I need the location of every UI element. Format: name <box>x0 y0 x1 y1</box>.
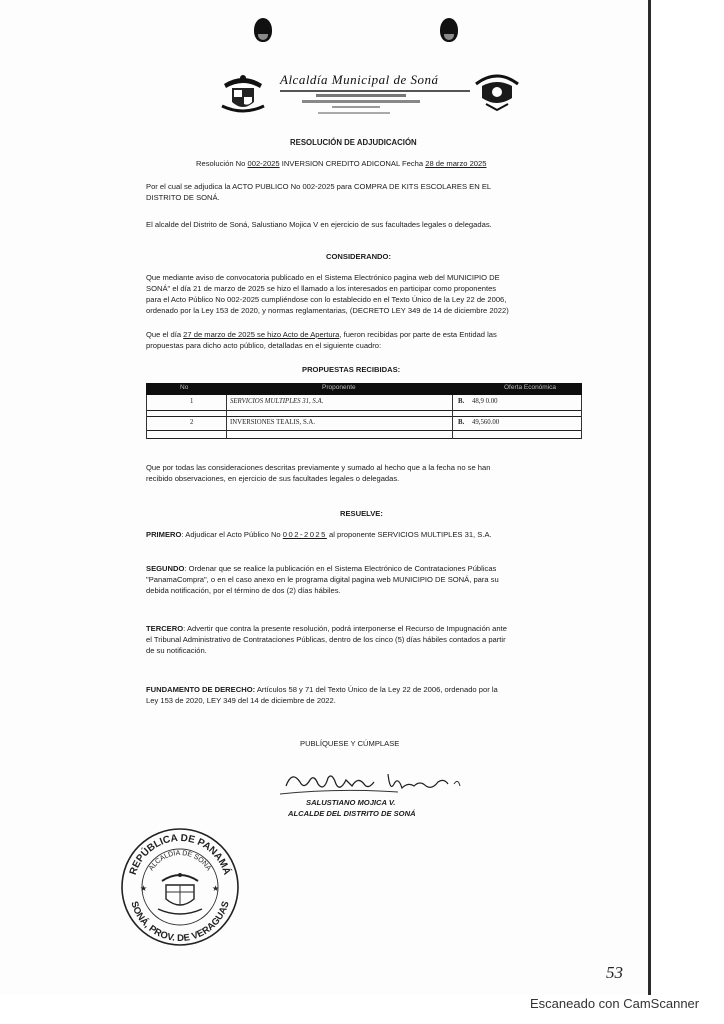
table-border <box>452 395 453 439</box>
letterhead-title: Alcaldía Municipal de Soná <box>280 72 439 87</box>
considerando-heading: CONSIDERANDO: <box>326 252 391 261</box>
primero-paragraph <box>146 529 492 540</box>
segundo-line: "PanamaCompra", o en el caso anexo en le programa digital pagina web MUNICIPIO DE SONÁ, para su <box>146 575 499 584</box>
apertura-line: propuestas para dicho acto público, detalladas en el siguiente cuadro: <box>146 341 382 350</box>
punch-hole-left <box>254 18 272 42</box>
row-currency: B. <box>458 398 465 405</box>
seal-top-text: REPÚBLICA DE PANAMÁ <box>127 832 233 877</box>
tercero-line: de su notificación. <box>146 646 207 655</box>
document-heading: RESOLUCIÓN DE ADJUDICACIÓN <box>290 138 417 147</box>
scan-edge <box>648 0 724 995</box>
tercero-line: : Advertir que contra la presente resolución, podrá interponerse el Recurso de Impugnación ante <box>183 624 507 633</box>
letterhead-subtext-bar <box>316 94 406 97</box>
tercero-paragraph <box>146 623 507 634</box>
resolution-reference <box>196 158 486 169</box>
tercero-label: TERCERO <box>146 624 184 633</box>
table-spacer-row <box>146 431 582 439</box>
que-por-line: recibido observaciones, en ejercicio de sus facultades legales o delegadas. <box>146 474 400 483</box>
primero-text: : Adjudicar el Acto Público No <box>181 530 281 539</box>
letterhead-subtext-bar <box>332 106 380 108</box>
header-oferta: Oferta Económica <box>504 384 557 391</box>
row-oferta: 49,560.00 <box>472 419 500 426</box>
apertura-date: 27 de marzo de 2025 se hizo Acto de Apertura <box>183 330 340 339</box>
table-header <box>146 383 582 395</box>
considerando-line: SONÁ" el día 21 de marzo de 2025 se hizo el llamado a los interesados en participar como proponentes <box>146 284 497 293</box>
segundo-line: : Ordenar que se realice la publicación en el Sistema Electrónico de Contrataciones Públicas <box>184 564 497 573</box>
intro-line: DISTRITO DE SONÁ. <box>146 193 220 202</box>
row-proponente: SERVICIOS MULTIPLES 31, S.A. <box>230 398 324 405</box>
row-no: 1 <box>190 398 194 405</box>
fundamento-line: Artículos 58 y 71 del Texto Único de la Ley 22 de 2006, ordenado por la <box>255 685 498 694</box>
seal-star-icon: ★ <box>212 884 220 893</box>
primero-number: 002-2025 <box>282 530 327 539</box>
page-number: 53 <box>606 963 623 982</box>
official-seal <box>118 825 242 949</box>
fundamento-paragraph <box>146 684 498 695</box>
seal-star-icon: ★ <box>140 884 148 893</box>
letterhead-subtext-bar <box>302 100 420 103</box>
ref-date-label: Fecha <box>402 159 424 168</box>
considerando-line: Que mediante aviso de convocatoria publicado en el Sistema Electrónico pagina web del MUNICIPIO DE <box>146 273 500 282</box>
table-border <box>146 395 147 439</box>
segundo-label: SEGUNDO <box>146 564 185 573</box>
fundamento-line: Ley 153 de 2020, LEY 349 del 14 de diciembre de 2022. <box>146 696 336 705</box>
ref-subject: INVERSION CREDITO ADICONAL <box>281 159 400 168</box>
signer-title: ALCALDE DEL DISTRITO DE SONÁ <box>288 809 416 818</box>
ref-date: 28 de marzo 2025 <box>425 159 487 168</box>
segundo-line: debida notificación, por el término de dos (2) días hábiles. <box>146 586 341 595</box>
segundo-paragraph <box>146 563 496 574</box>
ref-prefix: Resolución No <box>196 159 246 168</box>
punch-hole-right <box>440 18 458 42</box>
table-border <box>226 395 227 439</box>
seal-bottom-text: SONÁ, PROV. DE VERAGUAS <box>128 900 232 945</box>
table-row <box>146 417 582 431</box>
letterhead-rule <box>280 90 470 92</box>
handwritten-signature <box>278 762 468 802</box>
intro-line: Por el cual se adjudica la ACTO PUBLICO No 002-2025 para COMPRA DE KITS ESCOLARES EN EL <box>146 182 492 191</box>
considerando-line: ordenado por la Ley 153 de 2020, y normas reglamentarias, (DECRETO LEY 349 de 14 de diciembre 2022) <box>146 306 509 315</box>
header-proponente: Proponente <box>322 384 356 391</box>
apertura-prefix: Que el día <box>146 330 182 339</box>
signer-name: SALUSTIANO MOJICA V. <box>306 798 396 807</box>
tercero-line: el Tribunal Administrativo de Contrataciones Públicas, dentro de los cinco (5) días hábiles contados a partir <box>146 635 506 644</box>
municipal-emblem-icon <box>472 68 522 112</box>
closing-line: PUBLÍQUESE Y CÚMPLASE <box>300 739 400 748</box>
seal-inner-text: ALCALDÍA DE SONÁ <box>148 849 212 873</box>
ref-number: 002-2025 <box>247 159 280 168</box>
seal-emblem-icon <box>158 873 202 914</box>
propuestas-heading: PROPUESTAS RECIBIDAS: <box>302 365 401 374</box>
coat-of-arms-icon <box>220 70 266 114</box>
camscanner-footer: Escaneado con CamScanner <box>530 996 700 1011</box>
primero-rest: al proponente SERVICIOS MULTIPLES 31, S.A. <box>326 530 492 539</box>
primero-label: PRIMERO <box>146 530 182 539</box>
row-currency: B. <box>458 419 465 426</box>
fundamento-label: FUNDAMENTO DE DERECHO: <box>146 685 256 694</box>
letterhead-subtext-bar <box>318 112 390 114</box>
proposals-table <box>146 383 582 441</box>
table-row <box>146 395 582 411</box>
row-proponente: INVERSIONES TEALIS, S.A. <box>230 419 316 426</box>
table-border <box>581 395 582 439</box>
row-oferta: 48,9 0.00 <box>472 398 498 405</box>
row-no: 2 <box>190 419 194 426</box>
que-por-line: Que por todas las consideraciones descritas previamente y sumado al hecho que a la fecha no se han <box>146 463 491 472</box>
header-no: No <box>180 384 189 391</box>
letterhead <box>220 68 520 116</box>
apertura-line <box>146 329 497 340</box>
resuelve-heading: RESUELVE: <box>340 509 383 518</box>
alcalde-line: El alcalde del Distrito de Soná, Salustiano Mojica V en ejercicio de sus facultades legales o delegadas. <box>146 220 492 229</box>
considerando-line: para el Acto Público No 002-2025 cumpliéndose con lo establecido en el Texto Único de la Ley 22 de 2006, <box>146 295 507 304</box>
apertura-rest: , fueron recibidas por parte de esta Entidad las <box>339 330 497 339</box>
